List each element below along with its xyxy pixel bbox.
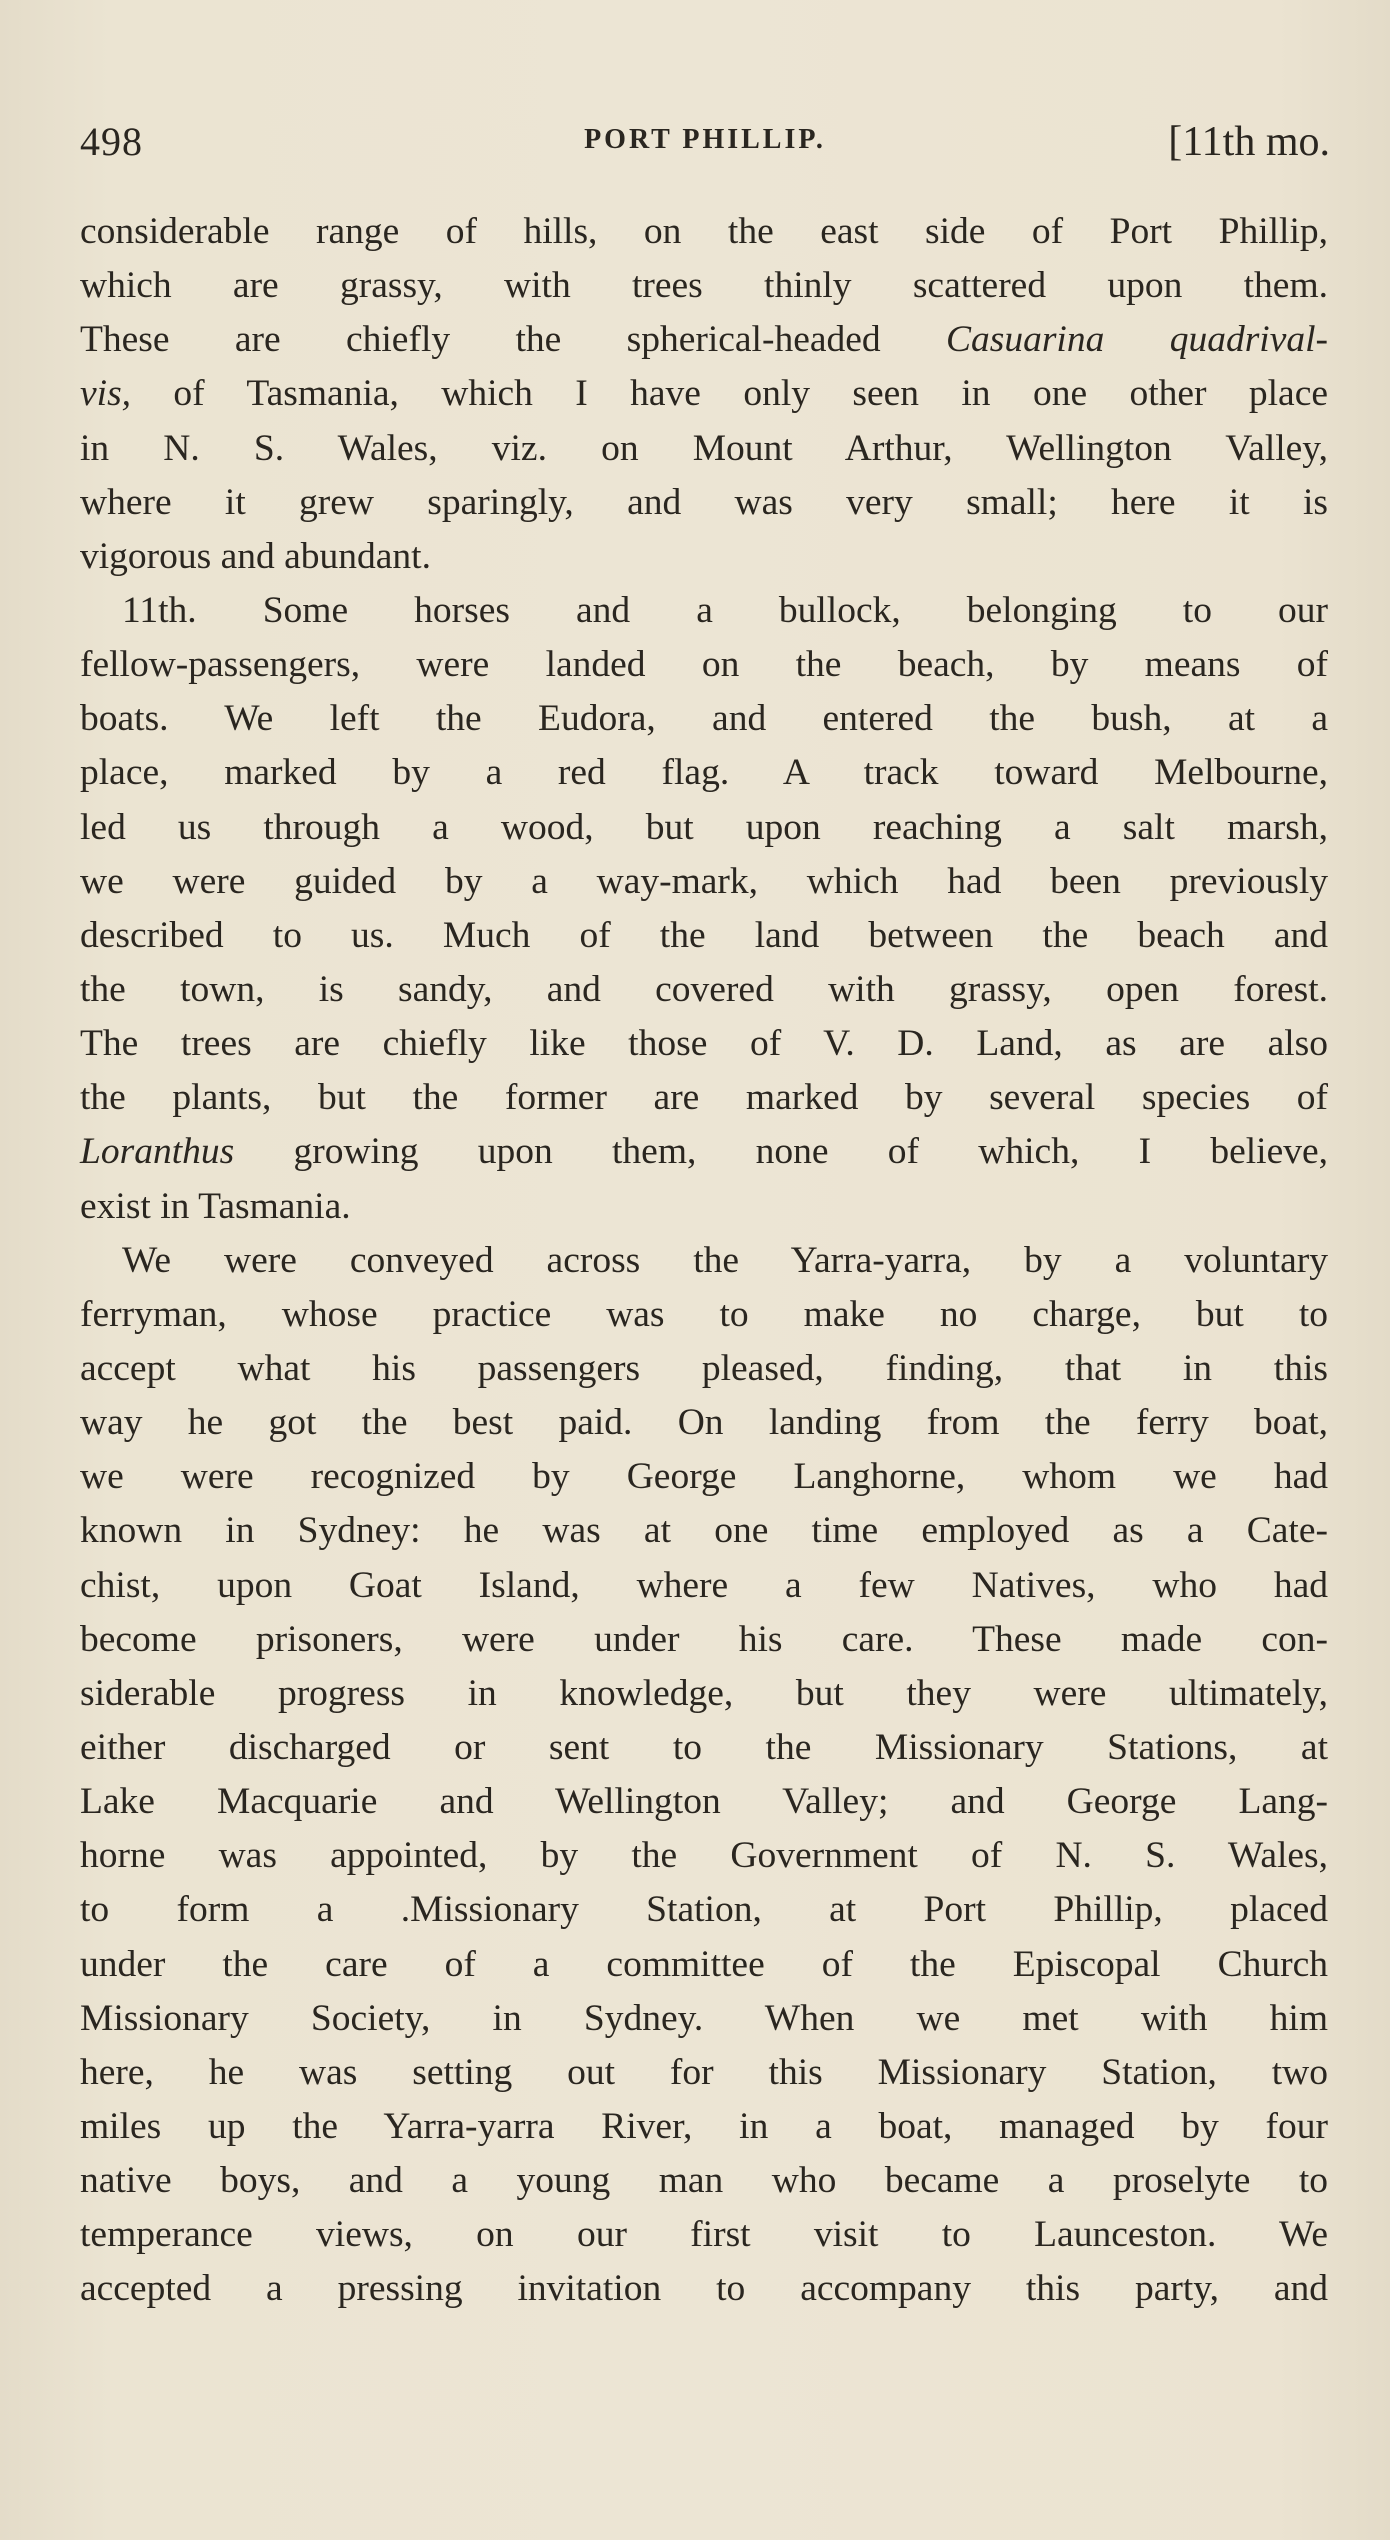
text-line: here, he was setting out for this Missionary Station, two: [80, 2051, 1328, 2093]
text-line: described to us. Much of the land between the beach and: [80, 914, 1328, 956]
text-line: siderable progress in knowledge, but they were ultimately,: [80, 1672, 1328, 1714]
text-line: Loranthus growing upon them, none of which, I believe,: [80, 1131, 1328, 1173]
text-line: the plants, but the former are marked by several species of: [80, 1077, 1328, 1119]
text-line: ferryman, whose practice was to make no charge, but to: [80, 1293, 1328, 1335]
text-line: where it grew sparingly, and was very small; here it is: [80, 481, 1328, 523]
paragraph-2: [80, 584, 1328, 1234]
text-line: miles up the Yarra-yarra River, in a boat, managed by four: [80, 2105, 1328, 2147]
running-head: [80, 118, 1330, 178]
body-text: [80, 205, 1328, 2316]
italic-term: Loranthus: [80, 1131, 235, 1173]
text-line: led us through a wood, but upon reaching a salt marsh,: [80, 806, 1328, 848]
text-line: we were guided by a way-mark, which had been previously: [80, 860, 1328, 902]
text-line: to form a .Missionary Station, at Port Phillip, placed: [80, 1889, 1328, 1931]
text-line: we were recognized by George Langhorne, whom we had: [80, 1456, 1328, 1498]
text-line: horne was appointed, by the Government of N. S. Wales,: [80, 1835, 1328, 1877]
text-line: considerable range of hills, on the east side of Port Phillip,: [80, 211, 1328, 252]
paragraph-1: [80, 205, 1328, 584]
text-line: We were conveyed across the Yarra-yarra, by a voluntary: [122, 1239, 1328, 1281]
text-line: under the care of a committee of the Episcopal Church: [80, 1943, 1328, 1985]
text-line: temperance views, on our first visit to Launceston. We: [80, 2214, 1328, 2256]
text-line: become prisoners, were under his care. These made con-: [80, 1618, 1328, 1660]
text-line: way he got the best paid. On landing from the ferry boat,: [80, 1402, 1328, 1444]
text-line: vigorous and abundant.: [80, 535, 431, 577]
text-line: which are grassy, with trees thinly scattered upon them.: [80, 265, 1328, 307]
text-line: fellow-passengers, were landed on the beach, by means of: [80, 644, 1328, 686]
text-line: accept what his passengers pleased, finding, that in this: [80, 1347, 1328, 1389]
text-line: known in Sydney: he was at one time employed as a Cate-: [80, 1510, 1328, 1552]
text-line: place, marked by a red flag. A track toward Melbourne,: [80, 752, 1328, 794]
italic-term: Casuarina quadrival-: [945, 319, 1329, 361]
paragraph-3: [80, 1234, 1328, 2317]
text-line: chist, upon Goat Island, where a few Natives, who had: [80, 1564, 1328, 1606]
text-line: The trees are chiefly like those of V. D. Land, as are also: [80, 1023, 1328, 1065]
text-line: vis, of Tasmania, which I have only seen in one other place: [80, 373, 1328, 415]
running-date: [11th mo.: [1168, 119, 1330, 165]
text-line: accepted a pressing invitation to accompany this party, and: [80, 2268, 1328, 2310]
text-line: These are chiefly the spherical-headed Casuarina quadrival-: [80, 319, 1329, 361]
text-line: native boys, and a young man who became a proselyte to: [80, 2160, 1328, 2202]
text-line: in N. S. Wales, viz. on Mount Arthur, Wellington Valley,: [80, 427, 1328, 469]
text-line: Missionary Society, in Sydney. When we met with him: [80, 1997, 1328, 2039]
text-line: boats. We left the Eudora, and entered the bush, at a: [80, 698, 1328, 740]
italic-term: vis,: [80, 373, 132, 415]
page-number: 498: [80, 119, 143, 164]
running-title: PORT PHILLIP.: [584, 124, 826, 155]
text-line: the town, is sandy, and covered with grassy, open forest.: [80, 968, 1328, 1010]
text-line: either discharged or sent to the Missionary Stations, at: [80, 1726, 1328, 1768]
text-line: 11th. Some horses and a bullock, belonging to our: [122, 589, 1328, 631]
text-line: Lake Macquarie and Wellington Valley; and George Lang-: [80, 1781, 1328, 1823]
text-line: exist in Tasmania.: [80, 1185, 351, 1227]
